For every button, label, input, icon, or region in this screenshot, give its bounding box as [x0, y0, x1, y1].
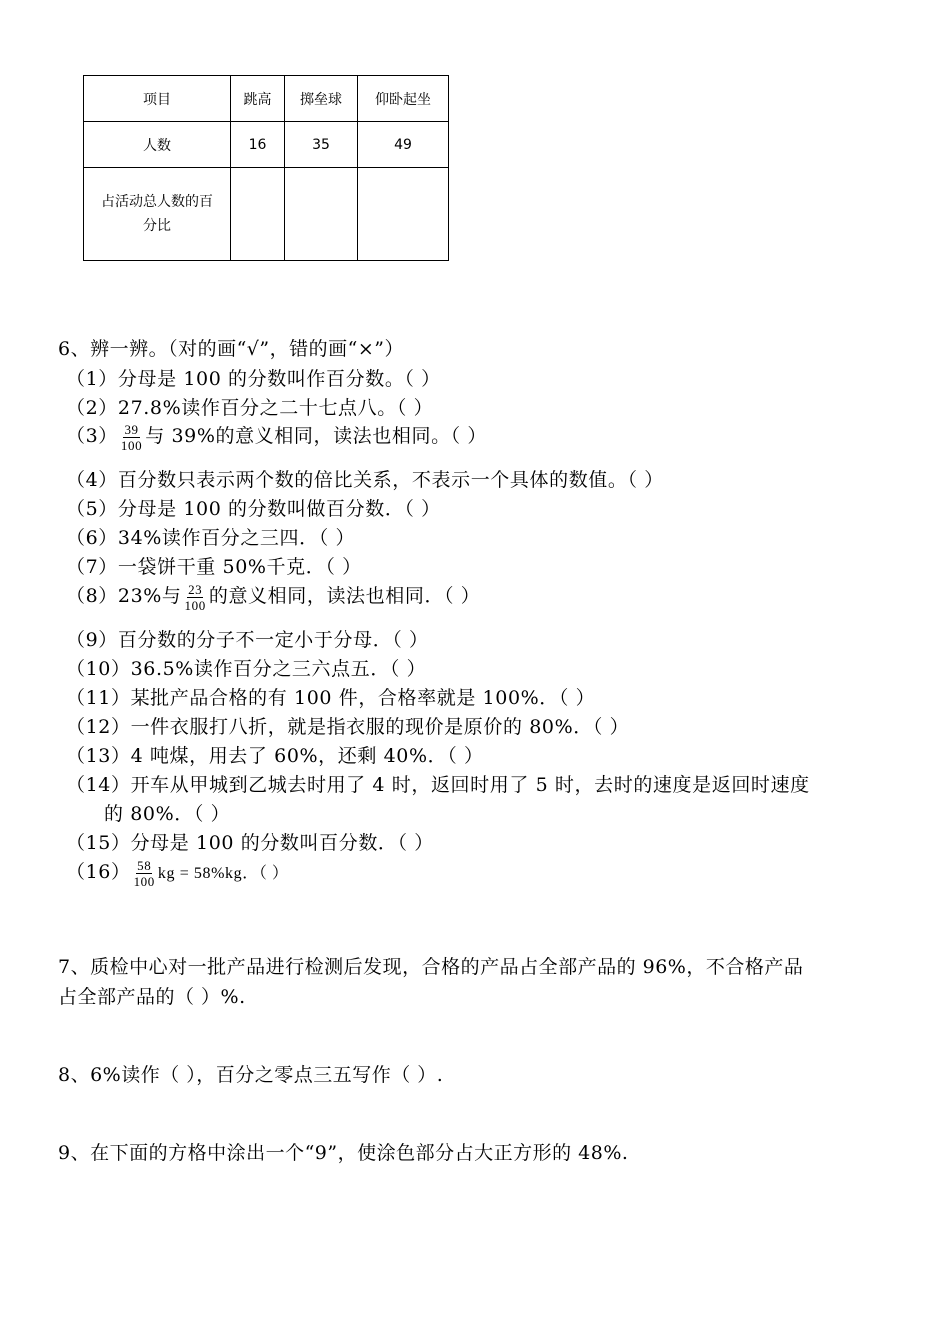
table-cell: 跳高: [231, 76, 285, 122]
fraction: [185, 582, 206, 613]
table-cell: 49: [358, 122, 449, 168]
item-text: 的意义相同，读法也相同．（ ）: [208, 585, 481, 607]
denominator: 100: [133, 873, 155, 889]
answer-cell[interactable]: [358, 168, 449, 261]
list-item: [66, 857, 289, 889]
question-9: 9、在下面的方格中涂出一个“9”，使涂色部分占大正方形的 48%.: [58, 1142, 629, 1164]
table-cell: 项目: [84, 76, 231, 122]
list-item: （5）分母是 100 的分数叫做百分数．（ ）: [66, 498, 441, 520]
item-prefix: （16）: [66, 861, 131, 883]
item-text: 与 39%的意义相同，读法也相同。（ ）: [145, 425, 488, 447]
item-prefix: （3）: [66, 425, 118, 447]
table-cell: 16: [231, 122, 285, 168]
table-cell: 35: [285, 122, 358, 168]
list-item: （1）分母是 100 的分数叫作百分数。（ ）: [66, 368, 441, 390]
list-item: （2）27.8%读作百分之二十七点八。（ ）: [66, 397, 434, 419]
denominator: 100: [120, 437, 143, 453]
question-7-line-1: 7、质检中心对一批产品进行检测后发现，合格的产品占全部产品的 96%，不合格产品: [58, 956, 804, 978]
list-item: （12）一件衣服打八折，就是指衣服的现价是原价的 80%．（ ）: [66, 716, 630, 738]
question-6-title: 6、辨一辨。（对的画“√”，错的画“×”）: [58, 338, 404, 360]
numerator: 39: [124, 421, 139, 437]
row-label-line: 占活动总人数的百: [101, 194, 213, 210]
list-item: （4）百分数只表示两个数的倍比关系，不表示一个具体的数值。（ ）: [66, 469, 664, 491]
list-item: [66, 421, 487, 453]
list-item: （14）开车从甲城到乙城去时用了 4 时，返回时用了 5 时，去时的速度是返回时速度: [66, 774, 810, 796]
table-cell: 掷垒球: [285, 76, 358, 122]
denominator: 100: [184, 597, 206, 613]
list-item: （13）4 吨煤，用去了 60%，还剩 40%．（ ）: [66, 745, 484, 767]
numerator: 23: [188, 581, 203, 597]
table-row: [84, 168, 449, 261]
item-text: kg = 58%kg．（ ）: [157, 865, 289, 882]
answer-cell[interactable]: [231, 168, 285, 261]
list-item: （15）分母是 100 的分数叫百分数．（ ）: [66, 832, 434, 854]
list-item: （6）34%读作百分之三四．（ ）: [66, 527, 356, 549]
table-header-row: [84, 76, 449, 122]
list-item: [66, 581, 480, 613]
numerator: 58: [137, 857, 152, 873]
row-label-line: 分比: [143, 218, 171, 234]
table-cell: 人数: [84, 122, 231, 168]
list-item: （11）某批产品合格的有 100 件，合格率就是 100%．（ ）: [66, 687, 596, 709]
fraction: [134, 858, 155, 889]
table-row: [84, 122, 449, 168]
item-prefix: （8）23%与: [66, 585, 182, 607]
activity-table: [83, 75, 449, 261]
list-item: （7）一袋饼干重 50%千克．（ ）: [66, 556, 362, 578]
table-cell: [84, 168, 231, 261]
table-cell: 仰卧起坐: [358, 76, 449, 122]
question-8: 8、6%读作（ ），百分之零点三五写作（ ）.: [58, 1064, 444, 1086]
fraction: [121, 422, 142, 453]
question-7-line-2: 占全部产品的（ ）%.: [58, 986, 246, 1008]
list-item-continuation: 的 80%．（ ）: [104, 803, 231, 825]
list-item: （10）36.5%读作百分之三六点五．（ ）: [66, 658, 427, 680]
answer-cell[interactable]: [285, 168, 358, 261]
list-item: （9）百分数的分子不一定小于分母．（ ）: [66, 629, 429, 651]
